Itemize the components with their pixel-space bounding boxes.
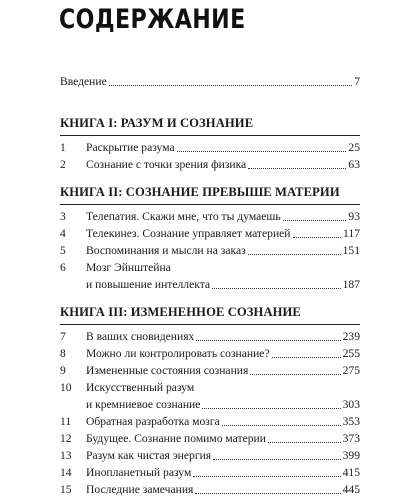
toc-page-number: 93 <box>348 210 360 223</box>
toc-entry-title: Введение <box>60 75 107 88</box>
chapter-number: 15 <box>60 483 72 496</box>
chapter-number: 2 <box>60 158 66 171</box>
toc-entry[interactable] <box>60 430 360 447</box>
toc-entry-intro[interactable] <box>60 73 360 90</box>
toc-entry-title <box>86 379 200 413</box>
chapter-number: 12 <box>60 432 72 445</box>
toc-page-number: 25 <box>348 141 360 154</box>
dot-leader <box>196 340 340 341</box>
book-heading: КНИГА I: РАЗУМ И СОЗНАНИЕ <box>60 114 360 136</box>
toc-page-number: 415 <box>342 466 360 479</box>
chapter-number: 13 <box>60 449 72 462</box>
dot-leader <box>213 459 340 460</box>
toc-entry[interactable] <box>60 464 360 481</box>
toc-entry-title-line: и кремниевое сознание <box>86 398 201 411</box>
toc-entry-title <box>86 413 220 430</box>
chapter-number: 1 <box>60 141 66 154</box>
toc-page-number: 7 <box>354 75 360 88</box>
book-section <box>60 114 360 173</box>
toc-entry-title-line: Инопланетный разум <box>86 466 192 479</box>
toc-entry-title <box>86 156 246 173</box>
chapter-number: 14 <box>60 466 72 479</box>
toc-entry[interactable] <box>60 481 360 498</box>
toc-entry-title <box>86 208 281 225</box>
book-heading: КНИГА III: ИЗМЕНЕННОЕ СОЗНАНИЕ <box>60 303 360 325</box>
toc-entry-title-line: Можно ли контролировать сознание? <box>86 347 270 360</box>
page-title: СОДЕРЖАНИЕ <box>59 4 246 35</box>
toc-entry-title-line: Телепатия. Скажи мне, что ты думаешь <box>86 210 281 223</box>
toc-page-number: 353 <box>342 415 360 428</box>
dot-leader <box>177 151 347 152</box>
toc-page-number: 373 <box>342 432 360 445</box>
toc-entry[interactable] <box>60 208 360 225</box>
toc-entry-title <box>86 464 191 481</box>
toc-entry[interactable] <box>60 328 360 345</box>
book-heading: КНИГА II: СОЗНАНИЕ ПРЕВЫШЕ МАТЕРИИ <box>60 183 360 205</box>
table-of-contents <box>60 73 360 498</box>
toc-page-number: 275 <box>342 364 360 377</box>
toc-page-number: 303 <box>342 398 360 411</box>
book-section <box>60 183 360 293</box>
toc-page-number: 239 <box>342 330 360 343</box>
chapter-number: 8 <box>60 347 66 360</box>
toc-entry-title-line: и повышение интеллекта <box>86 278 211 291</box>
toc-entry-title-line: Раскрытие разума <box>86 141 175 154</box>
toc-page-number: 399 <box>342 449 360 462</box>
toc-entry[interactable] <box>60 242 360 259</box>
toc-entry-title-line: Воспоминания и мысли на заказ <box>86 244 246 257</box>
dot-leader <box>250 374 340 375</box>
dot-leader <box>293 237 342 238</box>
toc-page-number: 151 <box>342 244 360 257</box>
toc-entry-title <box>86 447 211 464</box>
toc-entry-title <box>86 362 248 379</box>
chapter-number: 7 <box>60 330 66 343</box>
toc-entry[interactable] <box>60 156 360 173</box>
toc-entry-title-line: Измененные состояния сознания <box>86 364 249 377</box>
book-list <box>60 114 360 498</box>
dot-leader <box>202 408 340 409</box>
toc-entry-title-line: Последние замечания <box>86 483 194 496</box>
toc-entry-title-line: В ваших сновидениях <box>86 330 195 343</box>
book-section <box>60 303 360 498</box>
chapter-number: 9 <box>60 364 66 377</box>
dot-leader <box>248 254 341 255</box>
dot-leader <box>109 85 352 86</box>
toc-entry-title <box>86 259 210 293</box>
dot-leader <box>193 476 340 477</box>
toc-entry-title <box>86 345 270 362</box>
dot-leader <box>283 220 347 221</box>
toc-entry[interactable] <box>60 379 360 413</box>
chapter-number: 3 <box>60 210 66 223</box>
chapter-number: 5 <box>60 244 66 257</box>
dot-leader <box>248 168 346 169</box>
spacer <box>60 90 360 104</box>
toc-entry-title-line: Разум как чистая энергия <box>86 449 212 462</box>
toc-page-number: 187 <box>342 278 360 291</box>
toc-entry-title <box>86 139 175 156</box>
chapter-number: 10 <box>60 381 72 394</box>
toc-entry-title <box>86 225 291 242</box>
toc-entry-title <box>86 328 194 345</box>
dot-leader <box>195 493 340 494</box>
toc-entry-title-line: Будущее. Сознание помимо материи <box>86 432 266 445</box>
toc-entry-title-line: Сознание с точки зрения физика <box>86 158 247 171</box>
toc-entry-title-line: Мозг Эйнштейна <box>86 261 171 274</box>
toc-page-number: 255 <box>342 347 360 360</box>
dot-leader <box>212 288 341 289</box>
chapter-number: 6 <box>60 261 66 274</box>
dot-leader <box>222 425 341 426</box>
toc-entry[interactable] <box>60 447 360 464</box>
toc-entry-title-line: Телекинез. Сознание управляет материей <box>86 227 291 240</box>
toc-page-number: 445 <box>342 483 360 496</box>
toc-entry-title <box>86 242 246 259</box>
toc-entry[interactable] <box>60 413 360 430</box>
chapter-number: 11 <box>60 415 72 428</box>
chapter-number: 4 <box>60 227 66 240</box>
toc-page-number: 117 <box>343 227 360 240</box>
toc-page-number: 63 <box>348 158 360 171</box>
toc-entry-title <box>86 481 193 498</box>
toc-entry[interactable] <box>60 345 360 362</box>
dot-leader <box>268 442 341 443</box>
toc-entry[interactable] <box>60 139 360 156</box>
toc-entry-title-line: Обратная разработка мозга <box>86 415 220 428</box>
toc-entry-title <box>86 430 266 447</box>
toc-entry[interactable] <box>60 259 360 293</box>
toc-entry[interactable] <box>60 362 360 379</box>
toc-entry[interactable] <box>60 225 360 242</box>
dot-leader <box>272 357 341 358</box>
toc-entry-title-line: Искусственный разум <box>86 381 195 394</box>
